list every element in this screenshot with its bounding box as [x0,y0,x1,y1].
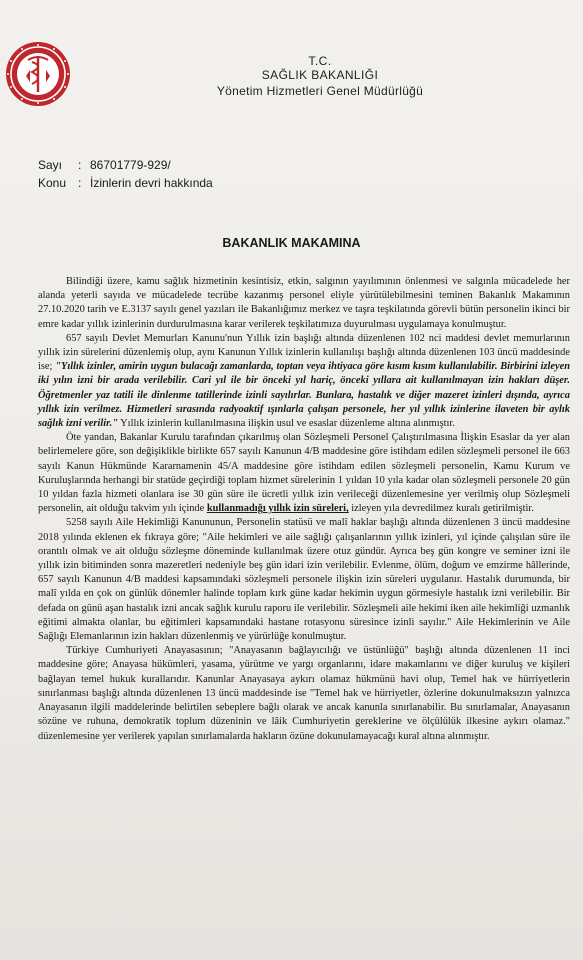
document-title: BAKANLIK MAKAMINA [222,236,361,250]
header-ministry: SAĞLIK BAKANLIĞI [261,68,379,82]
konu-label: Konu [38,176,67,190]
paragraph-3-emphasis: kullanmadığı yıllık izin süreleri, [206,503,349,515]
paragraph-3-intro: Öte yandan, Bakanlar Kurulu tarafından çıkarılmış olan Sözleşmeli Personel Çalıştırılmasına İlişkin Esaslar da yer alan belirlemelere göre, son değişiklikle birlikte 657 sayılı Kanunun 4/B maddesine göre istihdam edilen sözleşmeli personel ile 663 sayılı Kanun Hükmünde Kararnamenin 45/A maddesine göre istihdam edilen sözleşmeli personelin, Kamu Kurum ve Kuruluşlarında herhangi bir statüde geçirdiği toplam hizmet sürelerinin 1 yıldan 10 yıla kadar olan sözleşmeli personele 20 gün 10 yıldan fazla hizmeti olanlara ise 30 gün süre ile ücretli yıllık izin verileceği düzenlemesine yer verilmiş olup Sözleşmeli personelin, ait olduğu takvim yılı içinde [38,432,570,515]
paragraph-2-quote: "Yıllık izinler, amirin uygun bulacağı zamanlarda, toptan veya ihtiyaca göre kısım kısım kullanılabilir. Birbirini izleyen iki yılın izni bir arada verilebilir. Cari yıl ile bir önceki yıl hariç, önceki yıllara ait kullanılmayan izin hakları düşer. Öğretmenler yaz tatili ile dinlenme tatillerinde izinli sayılırlar. Bunlara, hastalık ve diğer mazeret izinleri dışında, ayrıca yıllık izin verilmez. Hizmetleri sırasında radyoaktif ışınlarla çalışan personele, her yıl yıllık izinlerine ilaveten bir aylık sağlık izni verilir." [38,361,570,430]
paragraph-5: Türkiye Cumhuriyeti Anayasasının; "Anayasanın bağlayıcılığı ve üstünlüğü" başlığı altında düzenlenen 11 inci maddesine göre; Anayasa hükümleri, yasama, yürütme ve yargı organlarını, idare makamlarını ve diğer kuruluş ve kişileri bağlayan temel hukuk kurallarıdır. Kanunlar Anayasaya aykırı olamaz hükmünü havi olup, Temel hak ve hürriyetlerin sınırlanması başlığı altında düzenlenen 13 üncü maddesinde ise "Temel hak ve hürriyetler, özlerine dokunulmaksızın yalnızca Anayasanın ilgili maddelerinde belirtilen sebeplere bağlı olarak ve ancak kanunla sınırlanabilir. Bu sınırlamalar, Anayasanın sözüne ve ruhuna, demokratik toplum düzeninin ve lâik Cumhuriyetin gereklerine ve ölçülülük ilkesine aykırı olamaz." düzenlemesine yer verilerek yapılan sınırlamalarda hakların özüne dokunulamayacağı kural altına alınmıştır. [38,645,570,742]
paragraph-4: 5258 sayılı Aile Hekimliği Kanununun, Personelin statüsü ve malî haklar başlığı altında düzenlenen 3 üncü maddesine 2018 yılında eklenen ek fıkraya göre; "Aile hekimleri ve aile sağlığı çalışanlarının yıllık izinleri, yıl içinde çalışılan süre ile orantılı olmak ve ait olduğu sözleşme döneminde kullanılmak üzere otuz gündür. Ayrıca beş gün kongre ve seminer izni ile yıllık izin bitiminden sonra mazeretleri nedeniyle beş gün idari izin verilebilir. Evlenme, ölüm, doğum ve emzirme hâllerinde, 657 sayılı Kanunun 4/B maddesi kapsamındaki sözleşmeli personele ilişkin izin süreleri uygulanır. Hastalık durumunda, bir malî yılda en çok on günlük dönemler halinde toplam kırk güne kadar hekimin uygun görmesiyle hastalık izni verilebilir. Bir defada on günü aşan hastalık izni ancak sağlık kurulu raporu ile verilebilir. Sözleşmeli aile hekimi iken aile hekimliği uzmanlık eğitimi almakta olanlar, bu eğitimleri kapsamındaki hastane rotasyonu süresince izinli sayılır." Aile Hekimlerinin ve Aile Sağlığı Elemanlarının izin hakları düzenlenmiş ve yürürlüğe konulmuştur. [38,517,570,643]
header-tc: T.C. [308,54,332,68]
header-directorate: Yönetim Hizmetleri Genel Müdürlüğü [216,84,424,98]
paragraph-2 [38,332,570,431]
paragraph-3-end: izleyen yıla devredilmez kuralı getirilmiştir. [348,503,534,515]
konu-colon: : [78,176,82,190]
paragraph-1: Bilindiği üzere, kamu sağlık hizmetinin kesintisiz, etkin, salgının yayılımının önlenmesi ve salgınla mücadelede her alanda yeterli sayıda ve mücadelede tecrübe kazanmış personel eliyle yürütülebilmesini teminen Bakanlık Makamının 27.10.2020 tarih ve E.3137 sayılı genel yazıları ile Bakanlığımız merkez ve taşra teşkilatında görevli bütün personelin ikinci bir emre kadar yıllık izinlerinin durdurulmasına karar verilerek teşkilatımıza duyurulması uygulamaya konulmuştur. [38,276,570,330]
ministry-emblem-icon [4,40,72,108]
meta-konu [38,176,213,190]
document-body [38,275,570,744]
paragraph-2-intro: 657 sayılı Devlet Memurları Kanunu'nun Yıllık izin başlığı altında düzenlenen 102 nci maddesi devlet memurlarının yıllık izin sürelerini düzenlemiş olup, aynı Kanunun Yıllık izinlerin kullanılışı başlığı altında düzenlenen 103 üncü maddesinde ise; [38,332,570,373]
meta-sayi [38,158,171,172]
konu-value: İzinlerin devri hakkında [90,176,213,190]
paragraph-3 [38,431,570,516]
sayi-label: Sayı [38,158,63,172]
sayi-value: 86701779-929/ [90,158,171,172]
sayi-colon: : [78,158,82,172]
paragraph-2-end: Yıllık izinlerin kullanılmasına ilişkin usul ve esaslar düzenleme altına alınmıştır. [117,418,455,430]
